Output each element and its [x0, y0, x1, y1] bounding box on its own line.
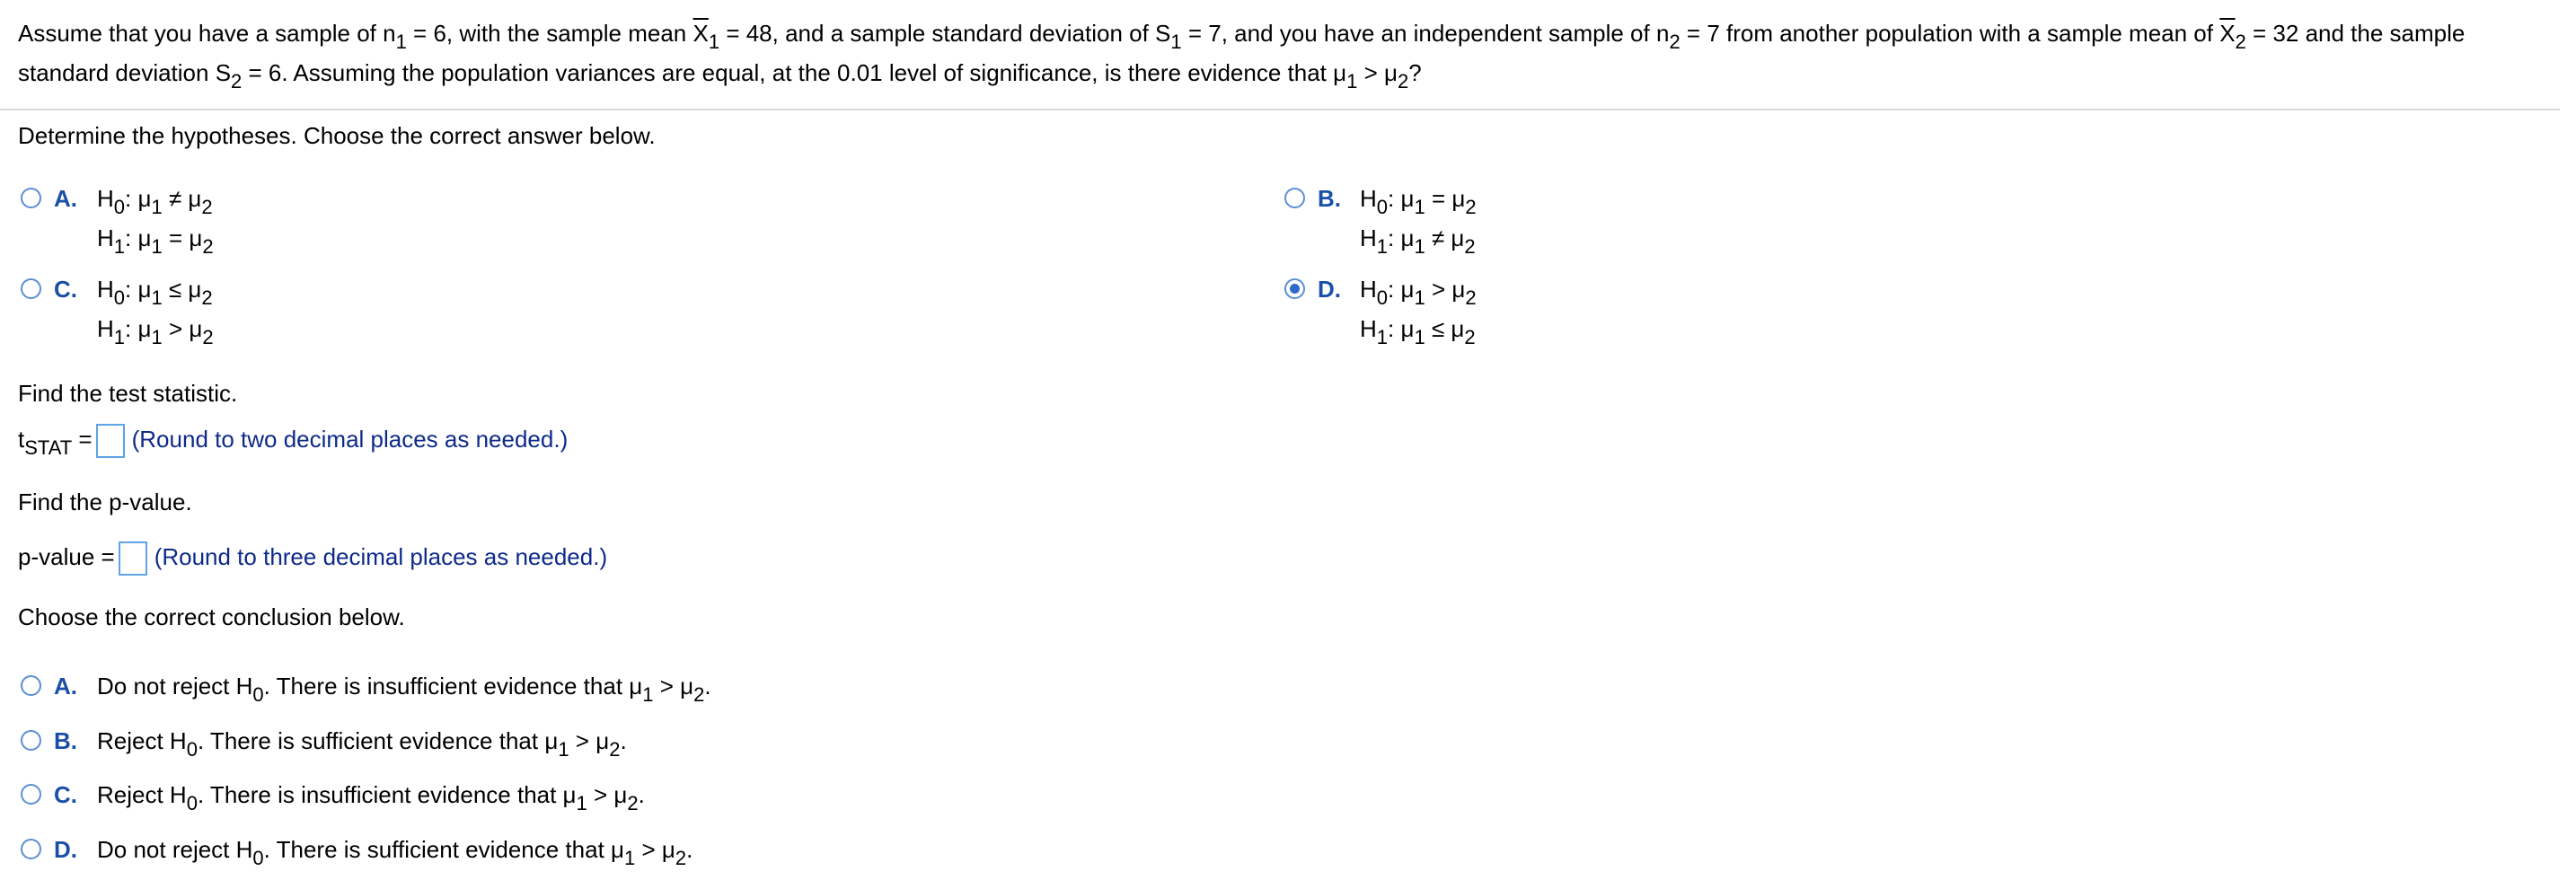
- p-value-prompt: Find the p-value.: [18, 488, 192, 515]
- radio-button[interactable]: [21, 278, 41, 299]
- radio-button[interactable]: [21, 675, 41, 696]
- test-statistic-row: [18, 424, 568, 458]
- null-hypothesis: $H_0$: $\mu_1 \ne \mu_2$: [97, 185, 213, 218]
- problem-line-2: standard deviation $S_2 = 6$. Assuming the population variances are equal, at the 0.01 level of significance, is there evidence that $\mu_1 > \mu_2$?: [18, 59, 1422, 92]
- hypotheses-prompt: Determine the hypotheses. Choose the correct answer below.: [18, 122, 656, 149]
- option-letter: B.: [1318, 185, 1341, 212]
- test-statistic-hint: (Round to two decimal places as needed.): [131, 425, 569, 453]
- radio-button[interactable]: [1284, 188, 1305, 208]
- test-statistic-input[interactable]: [96, 424, 125, 458]
- p-value-row: [18, 541, 607, 576]
- option-letter: A.: [54, 673, 77, 700]
- conclusion-text: Do not reject $H_0$. There is insufficient evidence that $\mu_1 > \mu_2$.: [97, 673, 711, 706]
- option-letter: A.: [54, 185, 77, 212]
- conclusion-text: Reject $H_0$. There is sufficient evidence that $\mu_1 > \mu_2$.: [97, 727, 627, 761]
- alternative-hypothesis: $H_1$: $\mu_1 = \mu_2$: [97, 224, 214, 258]
- null-hypothesis: $H_0$: $\mu_1 \le \mu_2$: [97, 276, 213, 309]
- problem-line-1: Assume that you have a sample of $n_1 = 6$, with the sample mean $\overline{X}_1 = 48$, and a sample standard deviation of $S_1 = 7$, and you have an independent sample of $n_2 = 7$ from another population with a sample mean of $\overline{X}_2 = 32$ and the sample: [18, 20, 2466, 53]
- divider: [0, 109, 2560, 110]
- conclusion-text: Reject $H_0$. There is insufficient evidence that $\mu_1 > \mu_2$.: [97, 781, 645, 814]
- test-statistic-prompt: Find the test statistic.: [18, 380, 238, 407]
- p-value-input[interactable]: [119, 541, 147, 576]
- p-value-hint: (Round to three decimal places as needed.): [154, 542, 608, 570]
- radio-button[interactable]: [21, 839, 41, 859]
- alternative-hypothesis: $H_1$: $\mu_1 > \mu_2$: [97, 315, 214, 348]
- option-letter: D.: [54, 836, 77, 863]
- option-letter: D.: [1318, 276, 1341, 303]
- option-letter: C.: [54, 781, 77, 808]
- p-value-label: p-value =: [18, 542, 115, 570]
- radio-button-selected[interactable]: [1284, 278, 1305, 299]
- option-letter: B.: [54, 727, 77, 754]
- conclusion-text: Do not reject $H_0$. There is sufficient evidence that $\mu_1 > \mu_2$.: [97, 836, 693, 869]
- conclusion-prompt: Choose the correct conclusion below.: [18, 603, 405, 630]
- null-hypothesis: $H_0$: $\mu_1 > \mu_2$: [1360, 276, 1477, 309]
- alternative-hypothesis: $H_1$: $\mu_1 \ne \mu_2$: [1360, 224, 1476, 258]
- alternative-hypothesis: $H_1$: $\mu_1 \le \mu_2$: [1360, 315, 1476, 348]
- radio-button[interactable]: [21, 730, 41, 751]
- radio-button[interactable]: [21, 784, 41, 805]
- option-letter: C.: [54, 276, 77, 303]
- test-statistic-label: $t_{STAT}$ =: [18, 425, 93, 459]
- radio-button[interactable]: [21, 188, 41, 208]
- null-hypothesis: $H_0$: $\mu_1 = \mu_2$: [1360, 185, 1477, 218]
